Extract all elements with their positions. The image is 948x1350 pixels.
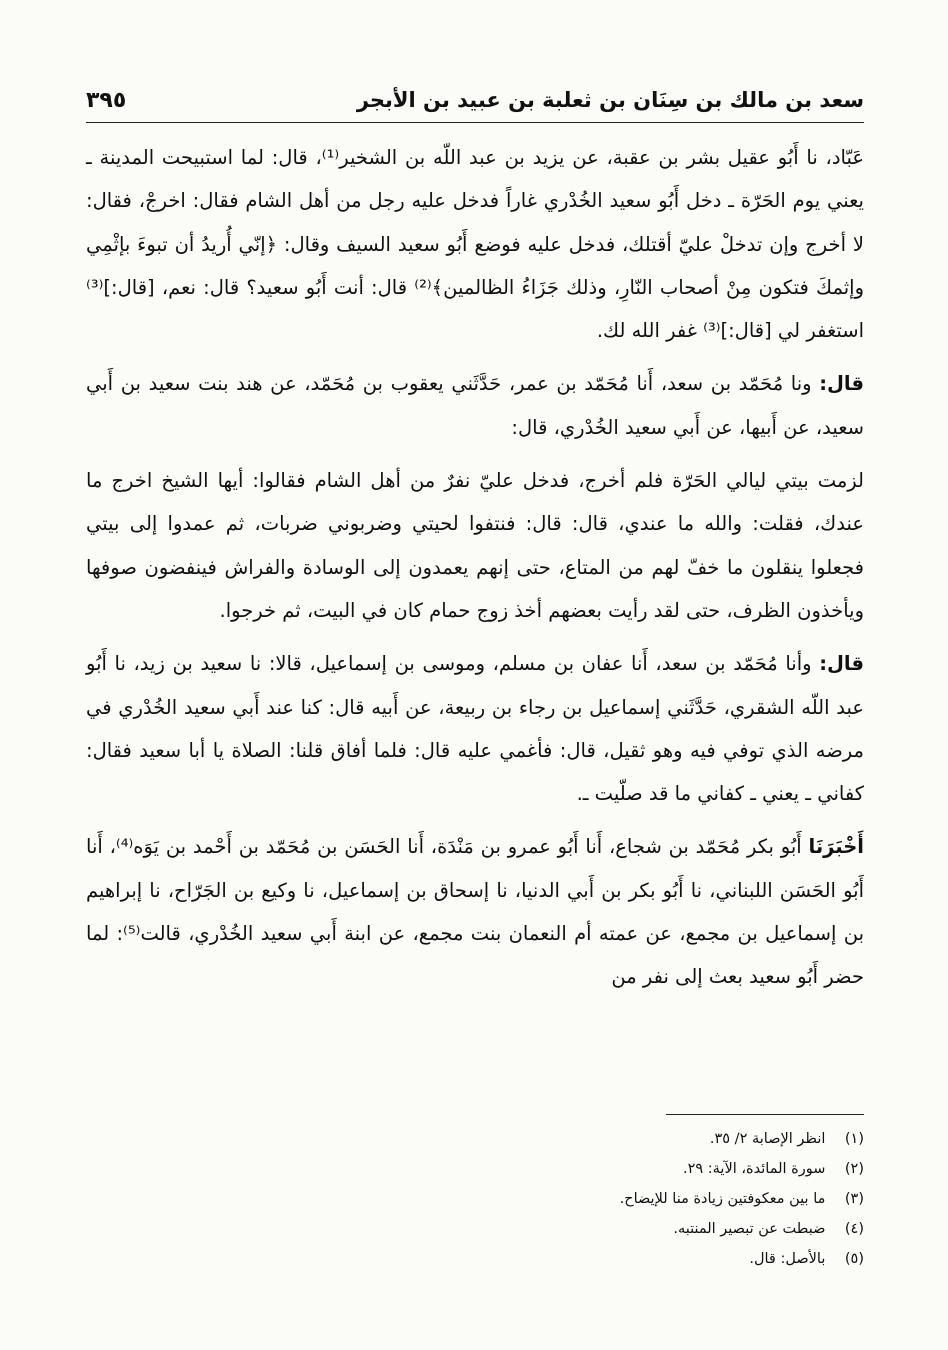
footnotes <box>560 1124 864 1274</box>
paragraph-lead: أَخْبَرَنَا <box>808 835 864 859</box>
footnote-text: ما بين معكوفتين زيادة منا للإيضاح. <box>619 1191 826 1207</box>
footnote-item <box>560 1184 864 1214</box>
paragraph-2 <box>86 362 864 449</box>
paragraph-text: ونا مُحَمّد بن سعد، أَنا مُحَمّد بن عمر، حَدَّثَني يعقوب بن مُحَمّد، عن هند بنت سعيد بن أَبي سعيد، عن أَبيها، عن أَبي سعيد الخُدْري، قال: <box>86 372 864 439</box>
footnote-number: (٤) <box>844 1221 864 1237</box>
footnote-text: ضبطت عن تبصير المنتبه. <box>673 1221 826 1237</box>
page-header <box>86 80 864 120</box>
footnote-number: (٥) <box>844 1251 864 1267</box>
main-text <box>86 136 864 999</box>
page-number: ٣٩٥ <box>86 87 127 113</box>
paragraph-lead: قال: <box>819 652 864 676</box>
paragraph-text: أَبُو بكر مُحَمّد بن شجاع، أَنا أَبُو عمرو بن مَنْدَة، أَنا الحَسَن بن مُحَمّد بن أَحْمد بن يَوَه⁽⁴⁾، أَنا أَبُو الحَسَن اللبناني، نا أَبُو بكر بن أَبي الدنيا، نا إسحاق بن إسماعيل، نا وكيع بن الجَرّاح، نا إبراهيم بن إسماعيل بن مجمع، عن عمته أم النعمان بنت مجمع، عن ابنة أَبي سعيد الخُدْري، قالت⁽⁵⁾: لما حضر أَبُو سعيد بعث إلى نفر من <box>86 835 864 989</box>
footnote-text: بالأصل: قال. <box>749 1251 826 1267</box>
paragraph-4 <box>86 642 864 815</box>
header-divider <box>86 122 864 123</box>
footnote-text: سورة المائدة، الآية: ٢٩. <box>682 1161 826 1177</box>
footnote-number: (٣) <box>844 1191 864 1207</box>
running-title: سعد بن مالك بن سِنَان بن ثعلبة بن عبيد بن الأبجر <box>356 88 864 112</box>
footnote-number: (٢) <box>844 1161 864 1177</box>
paragraph-3 <box>86 459 864 632</box>
footnote-item <box>560 1124 864 1154</box>
footnote-text: انظر الإصابة ٢/ ٣٥. <box>709 1131 826 1147</box>
footnote-number: (١) <box>844 1131 864 1147</box>
footnote-item <box>560 1244 864 1274</box>
footnote-item <box>560 1154 864 1184</box>
paragraph-text: لزمت بيتي ليالي الحَرّة فلم أخرج، فدخل عليّ نفرٌ من أهل الشام فقالوا: أيها الشيخ اخرج ما عندك، فقلت: والله ما عندي، قال: قال: فنتفوا لحيتي وضربوني ضربات، ثم عمدوا إلى بيتي فجعلوا ينقلون ما خفّ لهم من المتاع، حتى إنهم يعمدون إلى الوسادة والفراش فينفضون صوفها ويأخذون الظرف، حتى لقد رأيت بعضهم أخذ زوج حمام كان في البيت، ثم خرجوا. <box>86 469 864 622</box>
footnote-item <box>560 1214 864 1244</box>
paragraph-lead: قال: <box>819 372 864 396</box>
footnote-divider <box>666 1114 864 1115</box>
paragraph-text: وأنا مُحَمّد بن سعد، أَنا عفان بن مسلم، وموسى بن إسماعيل، قالا: نا سعيد بن زيد، نا أَبُو عبد اللّه الشقري، حَدَّثَني إسماعيل بن رجاء بن ربيعة، عن أَبيه قال: كنا عند أَبي سعيد الخُدْري في مرضه الذي توفي فيه وهو ثقيل، قال: فأغمي عليه قال: فلما أفاق قلنا: الصلاة يا أبا سعيد فقال: كفاني ـ يعني ـ كفاني ما قد صلّيت ـ. <box>86 652 864 806</box>
paragraph-text: عَبّاد، نا أَبُو عقيل بشر بن عقبة، عن يزيد بن عبد اللّه بن الشخير⁽¹⁾، قال: لما استبيحت المدينة ـ يعني يوم الحَرّة ـ دخل أَبُو سعيد الخُدْري غاراً فدخل عليه رجل من أهل الشام فقال: اخرجْ، فقال: لا أخرج وإن تدخلْ عليّ أقتلك، فدخل عليه فوضع أَبُو سعيد السيف وقال: ﴿إنّي أُريدُ أن تبوءَ بإثْمِي وإثمكَ فتكون مِنْ أصحاب النّارِ، وذلك جَزَاءُ الظالمين﴾⁽²⁾ قال: أنت أَبُو سعيد؟ قال: نعم، [قال:]⁽³⁾ استغفر لي [قال:]⁽³⁾ غفر الله لك. <box>86 146 865 343</box>
paragraph-1 <box>86 136 864 352</box>
paragraph-5 <box>86 825 864 998</box>
